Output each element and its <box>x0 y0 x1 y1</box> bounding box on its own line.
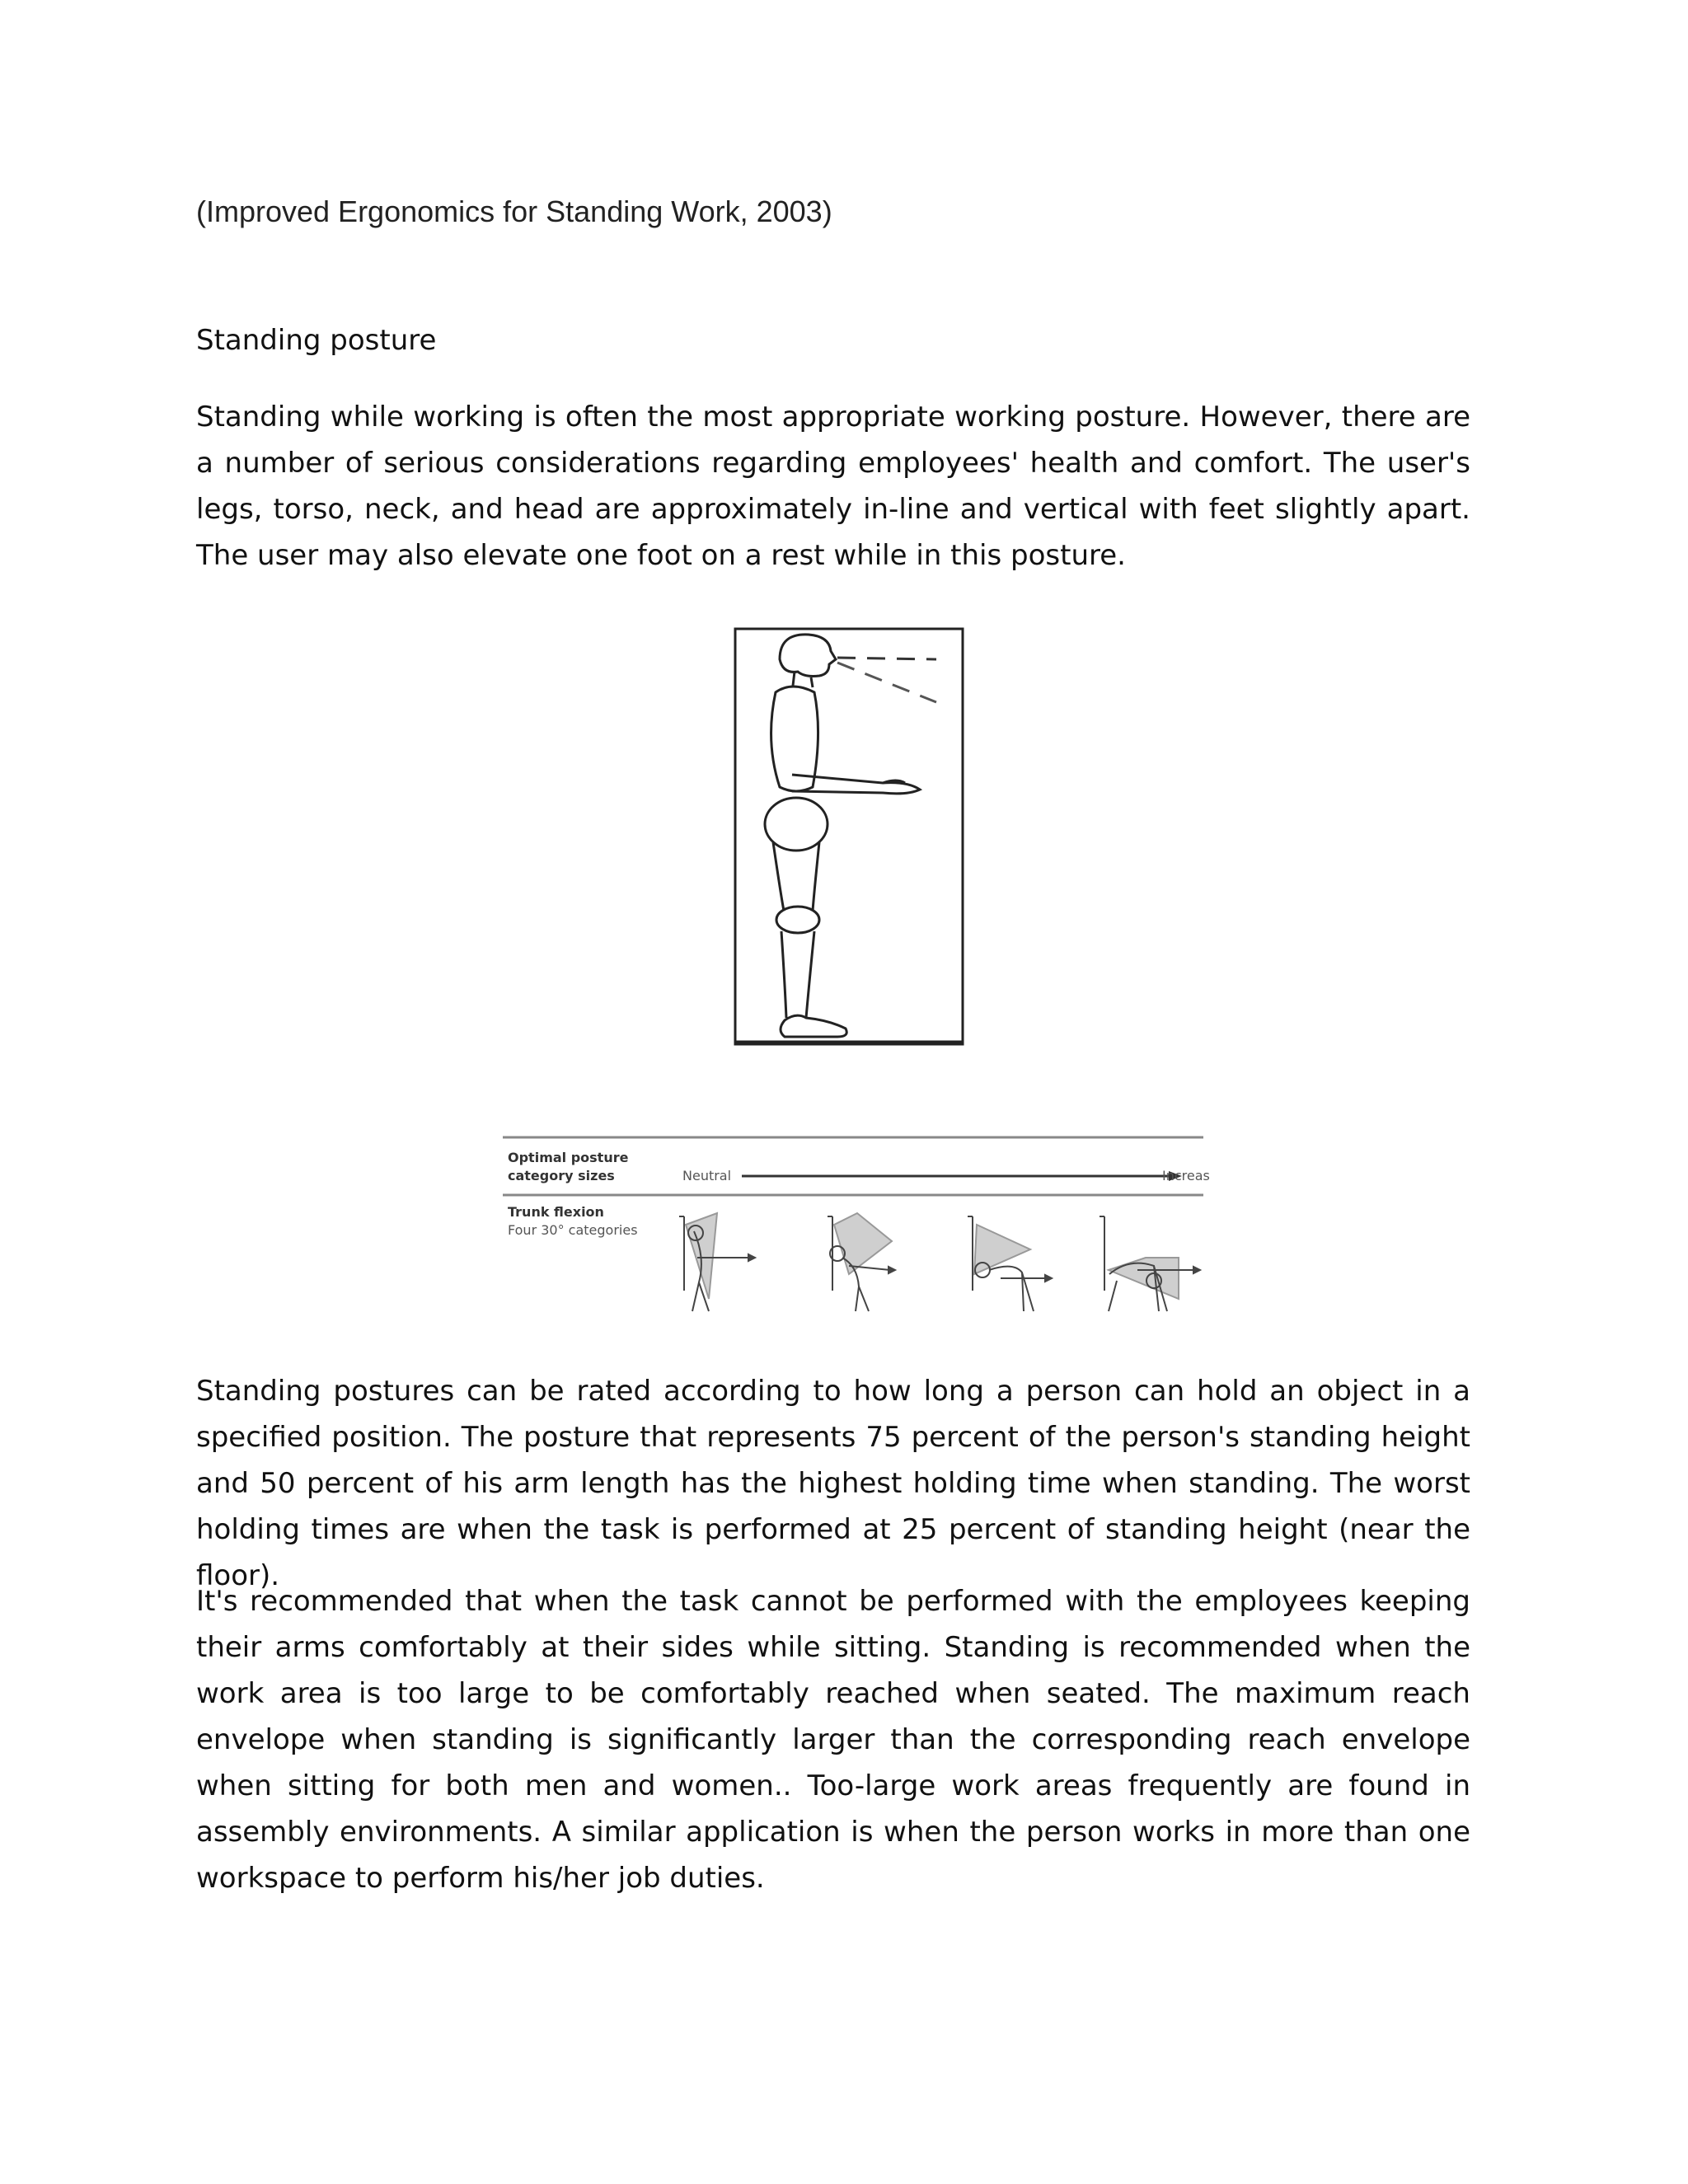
row-label-line2: Four 30° categories <box>508 1222 638 1238</box>
scale-end-label: Increas <box>1162 1168 1210 1183</box>
section-heading: Standing posture <box>196 324 437 357</box>
paragraph-intro: Standing while working is often the most appropriate working posture. However, there are a number of serious considerations regarding employees' health and comfort. The user's legs, torso, neck, and head are approximately in-line and vertical with feet slightly apart. The user may also elevate one foot on a rest while in this posture. <box>196 401 1470 572</box>
trunk-flexion-figure <box>503 1134 1210 1325</box>
row-label-line1: Trunk flexion <box>508 1204 604 1220</box>
citation: (Improved Ergonomics for Standing Work, 2003) <box>196 194 832 228</box>
paragraph-recommendation: It's recommended that when the task cannot be performed with the employees keeping their arms comfortably at their sides while sitting. Standing is recommended when the work area is too large to be comfortably reached when seated. The maximum reach envelope when standing is significantly larger than the corresponding reach envelope when sitting for both men and women.. Too-large work areas frequently are found in assembly environments. A similar application is when the person works in more than one workspace to perform his/her job duties. <box>196 1585 1470 1895</box>
scale-start-label: Neutral <box>682 1168 732 1183</box>
paragraph-rating: Standing postures can be rated according to how long a person can hold an object in a specified position. The posture that represents 75 percent of the person's standing height and 50 percent of his arm length has the highest holding time when standing. The worst holding times are when the task is performed at 25 percent of standing height (near the floor). <box>196 1375 1470 1592</box>
figure-header-line2: category sizes <box>508 1168 615 1183</box>
figure-header-line1: Optimal posture <box>508 1150 629 1165</box>
standing-posture-figure <box>714 626 966 1050</box>
